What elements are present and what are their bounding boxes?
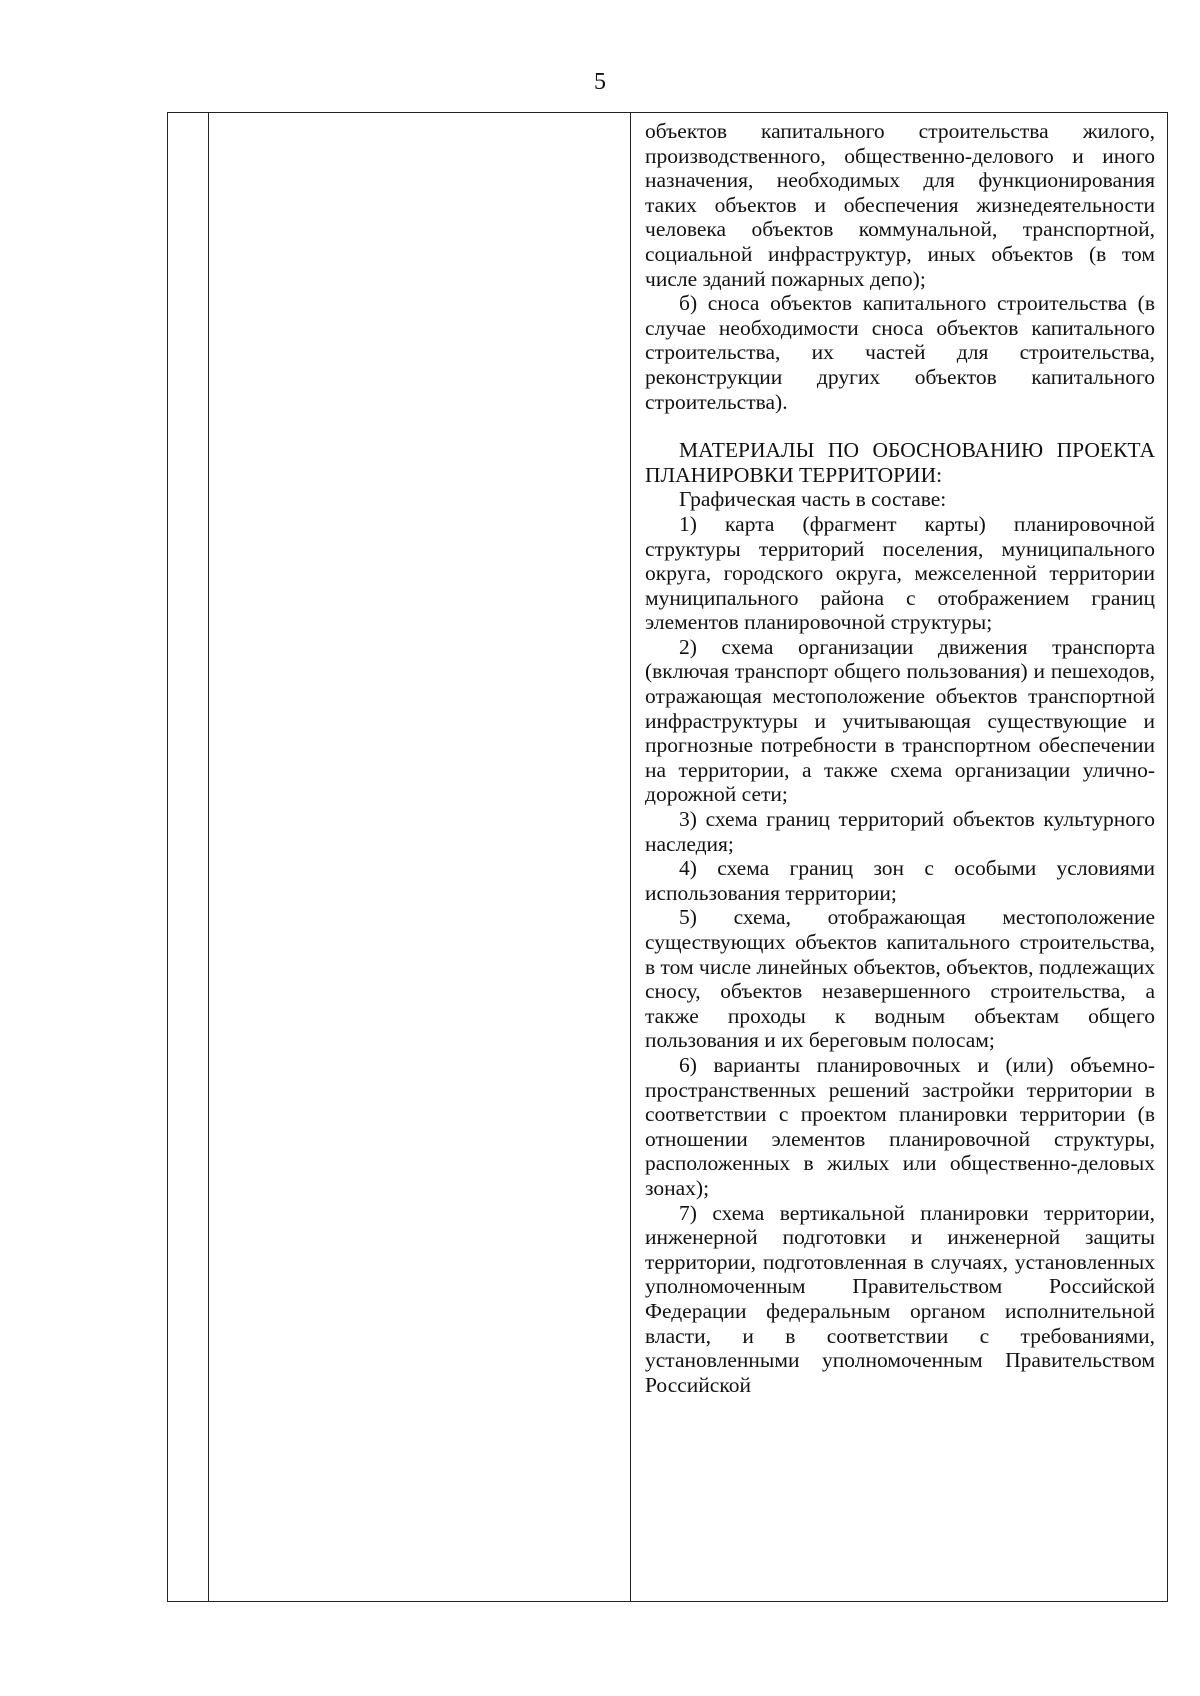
spacer (645, 414, 1155, 438)
list-item: 7) схема вертикальной планировки территории, инженерной подготовки и инженерной защиты территории, подготовленная в случаях, установленных уполномоченным Правительством Российской Федерации федеральным органом исполнительной власти, и в соответствии с требованиями, установленными уполномоченным Правительством Российской (645, 1200, 1155, 1397)
list-item: 4) схема границ зон с особыми условиями использования территории; (645, 856, 1155, 905)
item-b-paragraph: б) сноса объектов капитального строительства (в случае необходимости сноса объектов капитального строительства, их частей для строительства, реконструкции других объектов капитального строительства). (645, 291, 1155, 414)
table-frame (167, 112, 1168, 1602)
list-item: 5) схема, отображающая местоположение существующих объектов капитального строительства, в том числе линейных объектов, объектов, подлежащих сносу, объектов незавершенного строительства, а также проходы к водным объектам общего пользования и их береговым полосам; (645, 905, 1155, 1053)
list-item: 1) карта (фрагмент карты) планировочной структуры территорий поселения, муниципального округа, городского округа, межселенной территории муниципального района с отображением границ элементов планировочной структуры; (645, 511, 1155, 635)
list-item: 3) схема границ территорий объектов культурного наследия; (645, 807, 1155, 856)
continuation-paragraph: объектов капитального строительства жилого, производственного, общественно-делового и иного назначения, необходимых для функционирования таких объектов и обеспечения жизнедеятельности человека объектов коммунальной, транспортной, социальной инфраструктур, иных объектов (в том числе зданий пожарных депо); (645, 119, 1155, 291)
section-heading: МАТЕРИАЛЫ ПО ОБОСНОВАНИЮ ПРОЕКТА ПЛАНИРОВКИ ТЕРРИТОРИИ: (645, 438, 1155, 487)
graphic-part-intro: Графическая часть в составе: (679, 487, 947, 512)
table-cell-content (645, 119, 1155, 1397)
page-number: 5 (594, 69, 606, 95)
column-divider-1 (208, 113, 209, 1601)
list-item: 2) схема организации движения транспорта (включая транспорт общего пользования) и пешеходов, отражающая местоположение объектов транспортной инфраструктуры и учитывающая существующие и прогнозные потребности в транспортном обеспечении на территории, а также схема организации улично-дорожной сети; (645, 634, 1155, 807)
list-item: 6) варианты планировочных и (или) объемно-пространственных решений застройки территории в соответствии с проектом планировки территории (в отношении элементов планировочной структуры, расположенных в жилых или общественно-деловых зонах); (645, 1052, 1155, 1200)
column-divider-2 (630, 113, 631, 1601)
